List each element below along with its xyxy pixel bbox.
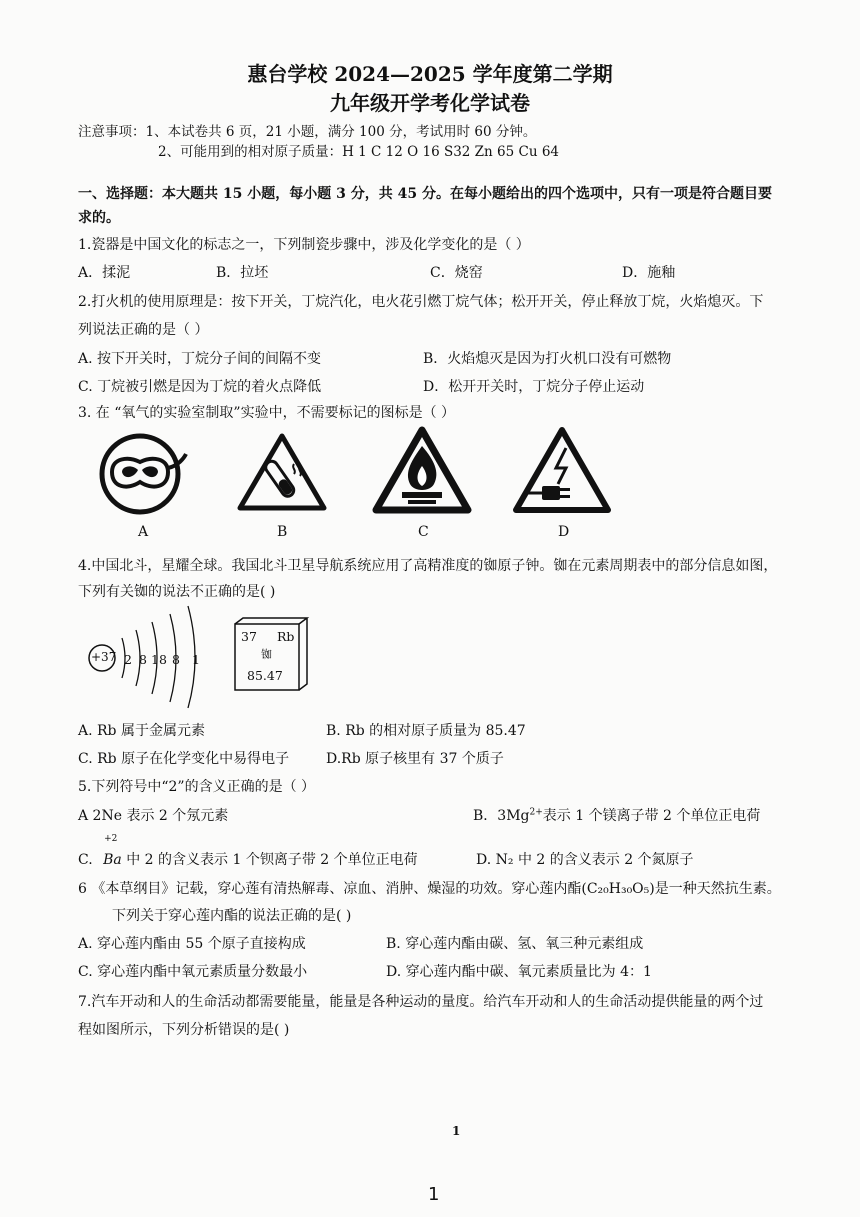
rubidium-atom-structure-diagram xyxy=(84,600,214,710)
element-symbol: Rb xyxy=(277,629,295,644)
q4-option-d: D.Rb 原子核里有 37 个质子 xyxy=(326,751,504,767)
q2-stem-line1: 2.打火机的使用原理是：按下开关，丁烷汽化，电火花引燃丁烷气体；松开开关，停止释放丁烷，火焰熄灭。下 xyxy=(78,294,764,310)
q5-stem: 5.下列符号中“2”的含义正确的是（ ） xyxy=(78,779,316,795)
element-atomic-mass: 85.47 xyxy=(247,668,283,683)
q2-option-c: C. 丁烷被引燃是因为丁烷的着火点降低 xyxy=(78,379,322,395)
q6-option-a: A. 穿心莲内酯由 55 个原子直接构成 xyxy=(78,936,306,952)
q5-option-b-charge: 2+ xyxy=(529,807,543,818)
q6-stem-line1: 6 《本草纲目》记载，穿心莲有清热解毒、凉血、消肿、燥湿的功效。穿心莲内酯(C₂₀H₃₀O₅)是一种天然抗生素。 xyxy=(78,881,781,897)
atom-shell-1: 2 xyxy=(124,652,132,667)
notes-line2: 2、可能用到的相对原子质量：H 1 C 12 O 16 S32 Zn 65 Cu 64 xyxy=(158,144,559,160)
q3-label-a: A xyxy=(138,524,149,540)
q2-option-b: B．火焰熄灭是因为打火机口没有可燃物 xyxy=(423,351,672,367)
hot-tube-warning-icon xyxy=(234,430,330,514)
q5-option-a: A 2Ne 表示 2 个氖元素 xyxy=(78,808,229,824)
q5-option-c xyxy=(78,834,418,869)
page-number-viewer: 1 xyxy=(428,1184,440,1205)
q4-stem-line2: 下列有关铷的说法不正确的是( ) xyxy=(78,584,276,600)
element-atomic-number: 37 xyxy=(241,629,257,644)
section1-heading-line2: 求的。 xyxy=(78,210,120,226)
q1-option-b: B．拉坯 xyxy=(216,265,269,281)
q3-label-d: D xyxy=(558,524,570,540)
q6-option-d: D. 穿心莲内酯中碳、氧元素质量比为 4：1 xyxy=(386,964,652,980)
q1-stem: 1.瓷器是中国文化的标志之一，下列制瓷步骤中，涉及化学变化的是（ ） xyxy=(78,237,530,253)
goggles-icon xyxy=(92,428,192,520)
q5-option-c-prefix: C. xyxy=(78,852,93,868)
exam-title-line2: 九年级开学考化学试卷 xyxy=(330,91,530,115)
q2-option-d: D．松开开关时，丁烷分子停止运动 xyxy=(423,379,645,395)
q5-option-c-valence: +2 xyxy=(104,834,118,844)
q1-option-d: D．施釉 xyxy=(622,265,676,281)
element-name: 铷 xyxy=(261,648,272,661)
q5-option-c-suffix: 中 2 的含义表示 1 个钡离子带 2 个单位正电荷 xyxy=(126,852,418,868)
page-number-printed: 1 xyxy=(452,1124,461,1138)
q4-option-b: B. Rb 的相对原子质量为 85.47 xyxy=(326,723,526,739)
flame-warning-icon xyxy=(372,426,472,516)
q6-option-b: B. 穿心莲内酯由碳、氢、氧三种元素组成 xyxy=(386,936,644,952)
atom-shell-3: 18 xyxy=(151,652,167,667)
q5-option-d: D. N₂ 中 2 的含义表示 2 个氮原子 xyxy=(476,852,694,868)
q4-option-a: A. Rb 属于金属元素 xyxy=(78,723,205,739)
section1-heading-line1: 一、选择题：本大题共 15 小题，每小题 3 分，共 45 分。在每小题给出的四个选项中，只有一项是符合题目要 xyxy=(78,186,772,202)
q6-stem-line2: 下列关于穿心莲内酯的说法正确的是( ) xyxy=(112,908,352,924)
periodic-table-cell-rb xyxy=(233,616,305,690)
q3-label-b: B xyxy=(277,524,288,540)
atom-shell-2: 8 xyxy=(139,652,147,667)
atom-shell-4: 8 xyxy=(172,652,180,667)
q3-stem: 3. 在 “氧气的实验室制取”实验中，不需要标记的图标是（ ） xyxy=(78,405,456,421)
q6-option-c: C. 穿心莲内酯中氧元素质量分数最小 xyxy=(78,964,308,980)
electric-plug-warning-icon xyxy=(512,426,612,516)
q7-stem-line1: 7.汽车开动和人的生命活动都需要能量，能量是各种运动的量度。给汽车开动和人的生命活动提供能量的两个过 xyxy=(78,994,764,1010)
exam-title-line1: 惠台学校 2024—2025 学年度第二学期 xyxy=(247,62,613,86)
q5-option-b-suffix: 表示 1 个镁离子带 2 个单位正电荷 xyxy=(542,808,761,824)
atom-nucleus-charge: +37 xyxy=(91,650,117,664)
q5-option-b-prefix: B．3Mg xyxy=(473,808,530,824)
q4-option-c: C. Rb 原子在化学变化中易得电子 xyxy=(78,751,290,767)
atom-shell-5: 1 xyxy=(192,652,200,667)
q2-stem-line2: 列说法正确的是（ ） xyxy=(78,322,209,338)
q7-stem-line2: 程如图所示，下列分析错误的是( ) xyxy=(78,1022,290,1038)
q5-option-c-symbol xyxy=(103,834,122,868)
notes-line1: 注意事项：1、本试卷共 6 页，21 小题，满分 100 分，考试用时 60 分钟。 xyxy=(78,124,537,140)
q1-option-c: C．烧窑 xyxy=(430,265,483,281)
q5-option-b xyxy=(473,805,760,825)
q3-label-c: C xyxy=(418,524,429,540)
q2-option-a: A. 按下开关时，丁烷分子间的间隔不变 xyxy=(78,351,322,367)
q1-option-a: A．揉泥 xyxy=(78,265,131,281)
q4-stem-line1: 4.中国北斗，星耀全球。我国北斗卫星导航系统应用了高精准度的铷原子钟。铷在元素周期表中的部分信息如图， xyxy=(78,558,778,574)
q5-option-c-symbol-text: Ba xyxy=(103,852,122,868)
